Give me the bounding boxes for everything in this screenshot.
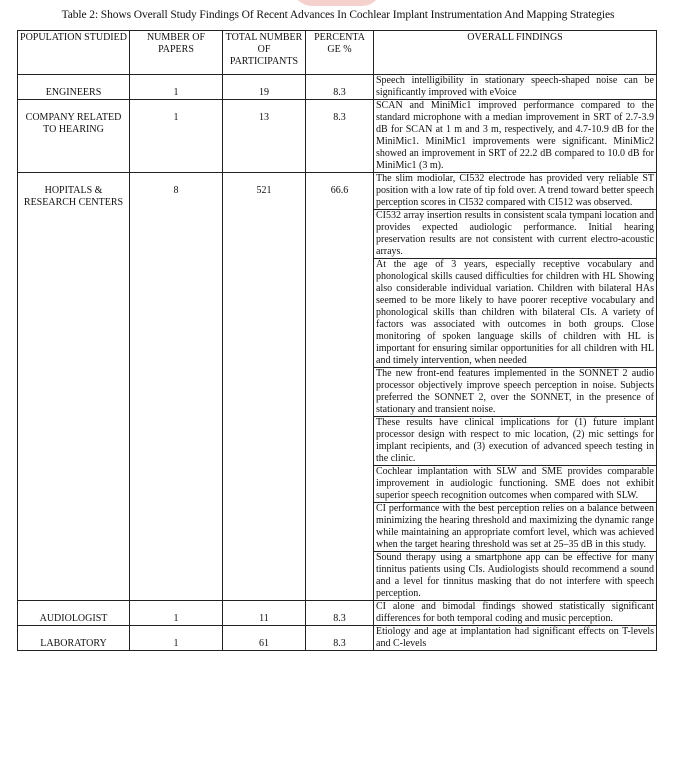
header-percentage: PERCENTA GE % (306, 31, 374, 75)
papers-cell: 1 (130, 75, 223, 100)
table-caption: Table 2: Shows Overall Study Findings Of Recent Advances In Cochlear Implant Instrumentation And Mapping Strategies (61, 9, 615, 21)
papers-cell: 1 (130, 100, 223, 173)
table-row (18, 601, 657, 626)
population-cell: HOPITALS & RESEARCH CENTERS (18, 173, 130, 601)
header-papers: NUMBER OF PAPERS (130, 31, 223, 75)
percentage-cell: 8.3 (306, 626, 374, 651)
header-findings: OVERALL FINDINGS (374, 31, 657, 75)
header-population: POPULATION STUDIED (18, 31, 130, 75)
finding-cell: Sound therapy using a smartphone app can be effective for many tinnitus patients using CIs. Audiologists should recommend a sound and a level for tinnitus masking that do not interfere with speech perception. (374, 552, 657, 601)
papers-cell: 1 (130, 626, 223, 651)
finding-cell: Speech intelligibility in stationary speech-shaped noise can be significantly improved with eVoice (374, 75, 657, 100)
population-cell: LABORATORY (18, 626, 130, 651)
header-participants: TOTAL NUMBER OF PARTICIPANTS (223, 31, 306, 75)
participants-cell: 11 (223, 601, 306, 626)
table-row (18, 100, 657, 173)
finding-cell: These results have clinical implications for (1) future implant processor design with respect to mic location, (2) mic settings for implant recipients, and (3) execution of advanced speech testing in the clinic. (374, 417, 657, 466)
finding-cell: At the age of 3 years, especially receptive vocabulary and phonological skills caused difficulties for children with HL Showing also considerable individual variation. Children with bilateral HAs seemed to be more likely to have poorer receptive vocabulary and phonological skills than children with bilateral CIs. A variety of factors was associated with outcomes in both groups. Close monitoring of spoken language skills of children with HL is important for ensuring similar opportunities for all children with HL and timely intervention, when needed (374, 259, 657, 368)
table-row (18, 75, 657, 100)
finding-cell: Etiology and age at implantation had significant effects on T-levels and C-levels (374, 626, 657, 651)
papers-cell: 1 (130, 601, 223, 626)
population-cell: ENGINEERS (18, 75, 130, 100)
finding-cell: The slim modiolar, CI532 electrode has provided very reliable ST position with a low rate of tip fold over. A trend toward better speech perception scores in CI532 compared with CI512 was observed. (374, 173, 657, 210)
publisher-logo (292, 0, 382, 6)
percentage-cell: 8.3 (306, 100, 374, 173)
finding-cell: CI532 array insertion results in consistent scala tympani location and provides expected audiologic performance. Initial hearing preservation results are not consistent with current electro-acoustic arrays. (374, 210, 657, 259)
finding-cell: The new front-end features implemented in the SONNET 2 audio processor objectively improve speech perception in noise. Subjects preferred the SONNET 2, over the SONNET, in the presence of stationary and transient noise. (374, 368, 657, 417)
percentage-cell: 8.3 (306, 75, 374, 100)
table-row (18, 173, 657, 210)
population-cell: COMPANY RELATED TO HEARING (18, 100, 130, 173)
papers-cell: 8 (130, 173, 223, 601)
percentage-cell: 8.3 (306, 601, 374, 626)
population-cell: AUDIOLOGIST (18, 601, 130, 626)
table-row (18, 626, 657, 651)
finding-cell: Cochlear implantation with SLW and SME provides comparable improvement in audiologic functioning. SME does not exhibit superior speech recognition outcomes when compared with SLW. (374, 466, 657, 503)
header-row (18, 31, 657, 75)
participants-cell: 521 (223, 173, 306, 601)
participants-cell: 13 (223, 100, 306, 173)
findings-table (17, 30, 657, 651)
participants-cell: 61 (223, 626, 306, 651)
finding-cell: CI alone and bimodal findings showed statistically significant differences for both temporal coding and music perception. (374, 601, 657, 626)
participants-cell: 19 (223, 75, 306, 100)
percentage-cell: 66.6 (306, 173, 374, 601)
finding-cell: CI performance with the best perception relies on a balance between minimizing the hearing threshold and maximizing the dynamic range while maintaining an appropriate comfort level, which was achieved when the target hearing threshold was set at 25–35 dB in this study. (374, 503, 657, 552)
finding-cell: SCAN and MiniMic1 improved performance compared to the standard microphone with a median improvement in SRT of 2.7-3.9 dB for SCAN at 1 m and 3 m, respectively, and 4.7-10.9 dB for the MiniMic1. MiniMic1 improvements were significant. MiniMic2 showed an improvement in SRT of 22.2 dB compared to 10.0 dB for MiniMic1 (3 m). (374, 100, 657, 173)
